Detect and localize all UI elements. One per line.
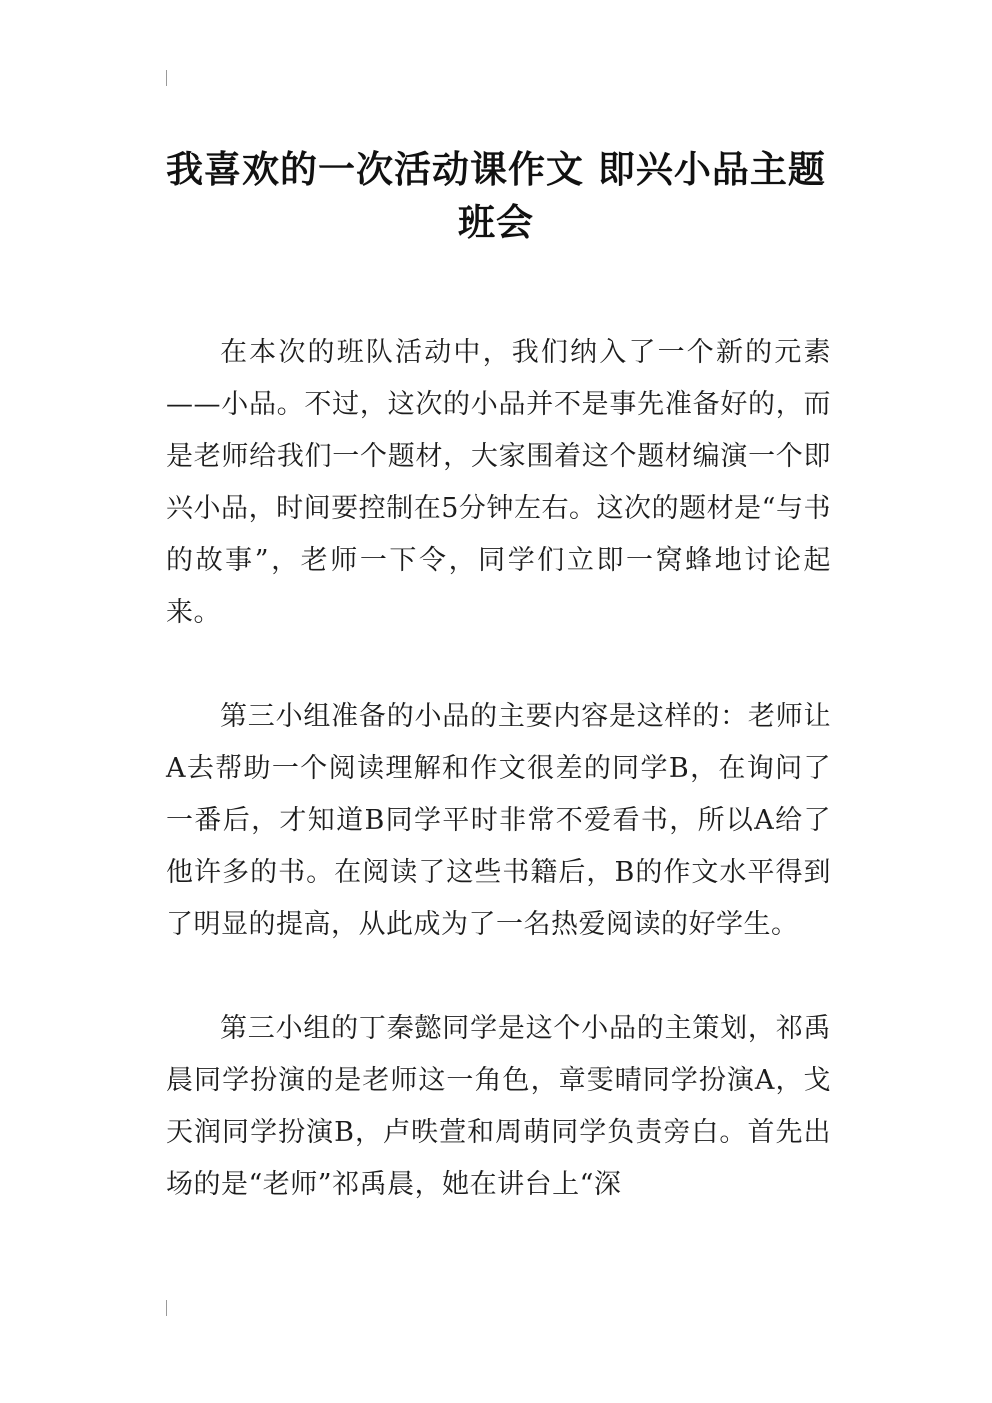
document-title: 我喜欢的一次活动课作文 即兴小品主题班会 [166, 147, 826, 244]
paragraph-2: 第三小组准备的小品的主要内容是这样的：老师让A去帮助一个阅读理解和作文很差的同学B，在询问了一番后，才知道B同学平时非常不爱看书，所以A给了他许多的书。在阅读了这些书籍后，B的作文水平得到了明显的提高，从此成为了一名热爱阅读的好学生。 [166, 701, 831, 940]
paragraph-3: 第三小组的丁秦懿同学是这个小品的主策划，祁禹晨同学扮演的是老师这一角色，章雯晴同学扮演A，戈天润同学扮演B，卢昳萱和周萌同学负责旁白。首先出场的是“老师”祁禹晨，她在讲台上“深 [166, 1013, 831, 1200]
page-corner-mark-bottom [166, 1300, 167, 1316]
document-body [166, 327, 831, 1263]
paragraph-1: 在本次的班队活动中，我们纳入了一个新的元素——小品。不过，这次的小品并不是事先准备好的，而是老师给我们一个题材，大家围着这个题材编演一个即兴小品，时间要控制在5分钟左右。这次的题材是“与书的故事”，老师一下令，同学们立即一窝蜂地讨论起来。 [166, 337, 831, 628]
page-corner-mark-top [166, 70, 167, 86]
